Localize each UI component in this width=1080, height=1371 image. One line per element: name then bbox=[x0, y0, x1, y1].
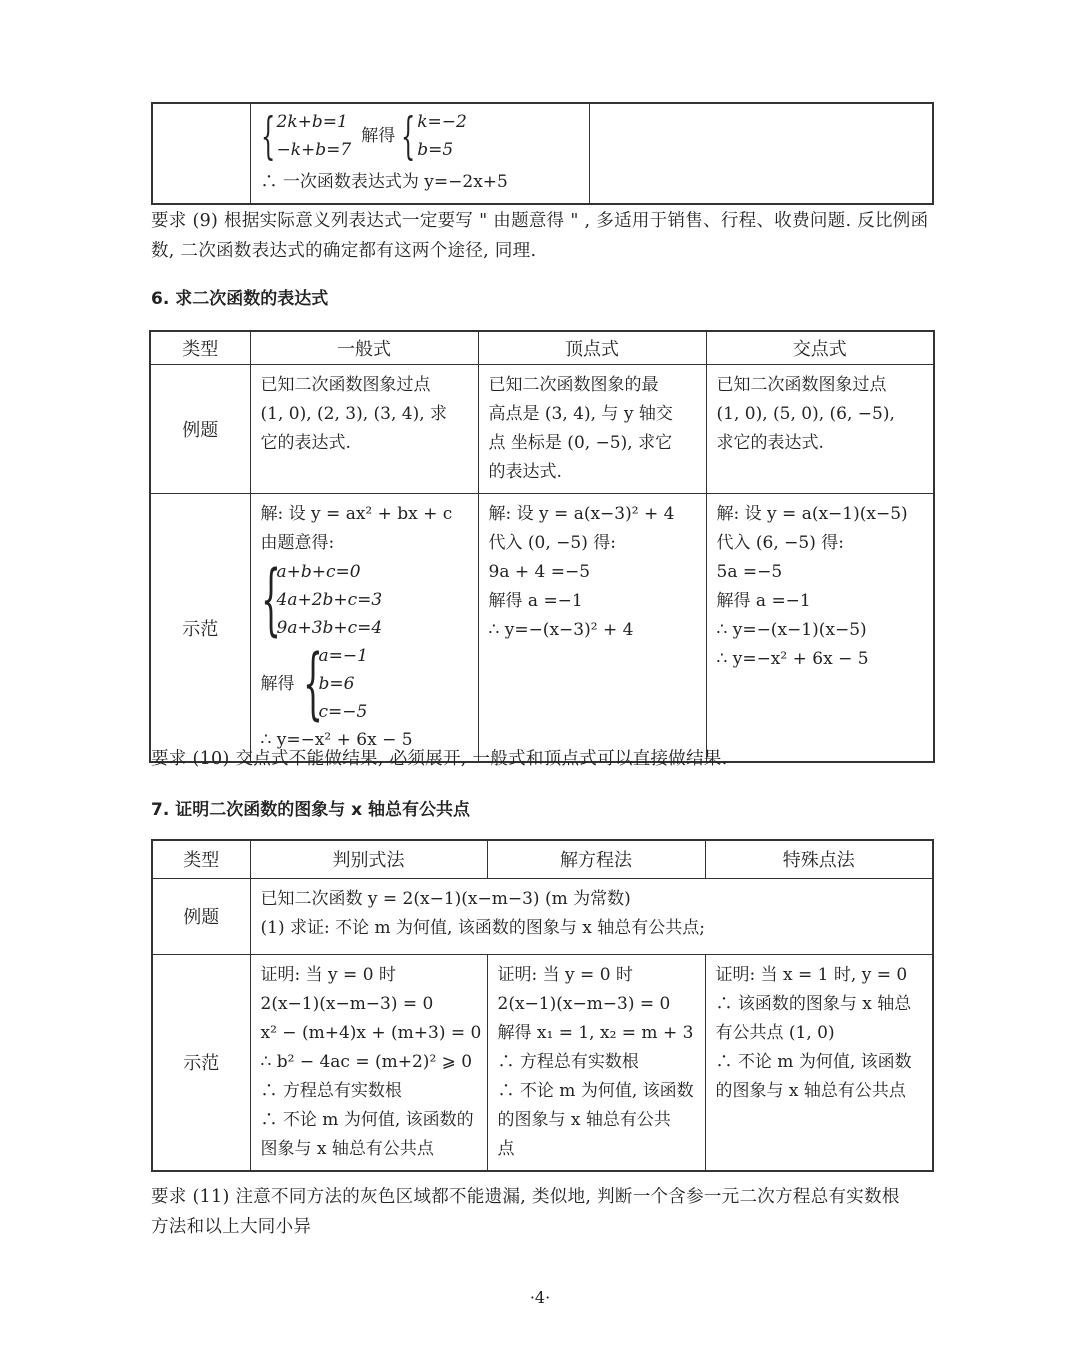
solution-lines bbox=[319, 642, 368, 726]
text-line: 求它的表达式. bbox=[716, 433, 824, 453]
text-line: 的图象与 x 轴总有公共点 bbox=[715, 1080, 906, 1101]
text-line: ∴ y=−(x−1)(x−5) bbox=[716, 620, 867, 640]
text-line: 解: 设 y = ax² + bx + c bbox=[260, 504, 453, 524]
demo-intercept bbox=[706, 494, 934, 763]
text-line: 2(x−1)(x−m−3) = 0 bbox=[497, 993, 671, 1014]
text-line: (1, 0), (2, 3), (3, 4), 求 bbox=[260, 404, 448, 424]
section-7-table bbox=[151, 839, 934, 1172]
brace-icon: { bbox=[260, 555, 281, 645]
note-10: 要求 (10) 交点式不能做结果, 必须展开, 一般式和顶点式可以直接做结果. bbox=[151, 749, 728, 769]
text-line: 的图象与 x 轴总有公共 bbox=[497, 1109, 671, 1130]
equation: k=−2 bbox=[417, 112, 467, 132]
text-line: 的表达式. bbox=[488, 462, 562, 482]
text-line: 点 坐标是 (0, −5), 求它 bbox=[488, 433, 673, 453]
demo-label: 示范 bbox=[152, 954, 250, 1171]
section-6-example-row bbox=[150, 365, 934, 494]
equation: a=−1 bbox=[318, 646, 368, 666]
text-line: ∴ 不论 m 为何值, 该函数的 bbox=[260, 1109, 474, 1130]
text-line: 解得 x₁ = 1, x₂ = m + 3 bbox=[497, 1022, 694, 1043]
solve-word: 解得 bbox=[361, 125, 396, 146]
page-number: ·4· bbox=[529, 1288, 551, 1307]
top-table-right-cell bbox=[589, 103, 933, 204]
text-line: (1, 0), (5, 0), (6, −5), bbox=[716, 404, 895, 424]
text-line: 已知二次函数图象过点 bbox=[716, 375, 887, 395]
text-line: 已知二次函数 y = 2(x−1)(x−m−3) (m 为常数) bbox=[260, 888, 631, 909]
demo-vertex bbox=[478, 494, 706, 763]
header-type: 类型 bbox=[150, 331, 250, 365]
text-line: ∴ b² − 4ac = (m+2)² ⩾ 0 bbox=[260, 1051, 473, 1072]
section-6-header-row bbox=[150, 331, 934, 365]
text-line: 由题意得: bbox=[260, 533, 335, 553]
example-intercept bbox=[706, 365, 934, 494]
text-line: 证明: 当 y = 0 时 bbox=[260, 964, 396, 985]
example-label: 例题 bbox=[150, 365, 250, 494]
section-7-demo-row bbox=[152, 954, 933, 1171]
text-line: x² − (m+4)x + (m+3) = 0 bbox=[260, 1022, 482, 1043]
text-line: ∴ 不论 m 为何值, 该函数 bbox=[497, 1080, 694, 1101]
equation: b=5 bbox=[417, 140, 454, 160]
note-9 bbox=[151, 206, 941, 266]
text-line: 代入 (6, −5) 得: bbox=[716, 533, 844, 553]
example-cell bbox=[250, 878, 933, 954]
text-line: 它的表达式. bbox=[260, 433, 351, 453]
header-vertex-form: 顶点式 bbox=[478, 331, 706, 365]
equation: 4a+2b+c=3 bbox=[276, 590, 383, 610]
text-line: 图象与 x 轴总有公共点 bbox=[260, 1138, 434, 1159]
header-special-point: 特殊点法 bbox=[705, 840, 933, 878]
text-line: ∴ y=−(x−3)² + 4 bbox=[488, 620, 634, 640]
text-line: 9a + 4 =−5 bbox=[488, 562, 591, 582]
demo-label: 示范 bbox=[150, 494, 250, 763]
example-label: 例题 bbox=[152, 878, 250, 954]
section-6-table bbox=[149, 330, 935, 763]
demo-special-point bbox=[705, 954, 933, 1171]
equation: −k+b=7 bbox=[276, 140, 352, 160]
text-line: ∴ 方程总有实数根 bbox=[260, 1080, 402, 1101]
text-line: ∴ y=−x² + 6x − 5 bbox=[716, 649, 869, 669]
top-system-row bbox=[261, 108, 579, 164]
demo-general bbox=[250, 494, 478, 763]
text-line: 5a =−5 bbox=[716, 562, 783, 582]
equation: c=−5 bbox=[318, 702, 368, 722]
text-line: 解得 a =−1 bbox=[488, 591, 583, 611]
header-general-form: 一般式 bbox=[250, 331, 478, 365]
brace-icon: { bbox=[401, 107, 416, 165]
top-table bbox=[151, 102, 934, 205]
text-line: 有公共点 (1, 0) bbox=[715, 1022, 835, 1043]
top-system-right bbox=[417, 108, 467, 164]
general-solution bbox=[260, 639, 468, 729]
text-line: 2(x−1)(x−m−3) = 0 bbox=[260, 993, 434, 1014]
section-6-demo-row bbox=[150, 494, 934, 763]
text-line: 解得 a =−1 bbox=[716, 591, 811, 611]
header-type: 类型 bbox=[152, 840, 250, 878]
text-line: ∴ 不论 m 为何值, 该函数 bbox=[715, 1051, 912, 1072]
text-line: (1) 求证: 不论 m 为何值, 该函数的图象与 x 轴总有公共点; bbox=[260, 917, 705, 938]
demo-solve-equation bbox=[487, 954, 705, 1171]
example-vertex bbox=[478, 365, 706, 494]
note-line: 方法和以上大同小异 bbox=[151, 1217, 312, 1237]
section-7-example-row bbox=[152, 878, 933, 954]
top-table-empty-cell bbox=[152, 103, 250, 204]
equation: 2k+b=1 bbox=[276, 112, 348, 132]
text-line: ∴ 方程总有实数根 bbox=[497, 1051, 639, 1072]
note-line: 数, 二次函数表达式的确定都有这两个途径, 同理. bbox=[151, 241, 537, 261]
text-line: 点 bbox=[497, 1138, 515, 1159]
note-line: 要求 (11) 注意不同方法的灰色区域都不能遗漏, 类似地, 判断一个含参一元二次方程总有实数根 bbox=[151, 1187, 900, 1207]
general-system bbox=[260, 555, 468, 645]
text-line: ∴ 该函数的图象与 x 轴总 bbox=[715, 993, 912, 1014]
brace-icon: { bbox=[302, 639, 323, 729]
text-line: ∴ y=−x² + 6x − 5 bbox=[260, 730, 413, 750]
text-line: 已知二次函数图象过点 bbox=[260, 375, 431, 395]
text-line: 解: 设 y = a(x−1)(x−5) bbox=[716, 504, 908, 524]
text-line: 已知二次函数图象的最 bbox=[488, 375, 659, 395]
system-lines bbox=[277, 558, 383, 642]
text-line: 高点是 (3, 4), 与 y 轴交 bbox=[488, 404, 673, 424]
header-intercept-form: 交点式 bbox=[706, 331, 934, 365]
equation: 9a+3b+c=4 bbox=[276, 618, 383, 638]
top-table-solution-cell bbox=[250, 103, 589, 204]
text-line: 证明: 当 x = 1 时, y = 0 bbox=[715, 964, 908, 985]
text-line: 证明: 当 y = 0 时 bbox=[497, 964, 633, 985]
note-11 bbox=[151, 1182, 941, 1242]
demo-discriminant bbox=[250, 954, 487, 1171]
header-solve-equation: 解方程法 bbox=[487, 840, 705, 878]
solve-word: 解得 bbox=[260, 674, 295, 694]
section-7-heading: 7. 证明二次函数的图象与 x 轴总有公共点 bbox=[151, 800, 471, 820]
header-discriminant: 判别式法 bbox=[250, 840, 487, 878]
note-line: 要求 (9) 根据实际意义列表达式一定要写 " 由题意得 " , 多适用于销售、行程、收费问题. 反比例函 bbox=[151, 211, 929, 231]
top-system-left bbox=[277, 108, 352, 164]
example-general bbox=[250, 365, 478, 494]
text-line: 解: 设 y = a(x−3)² + 4 bbox=[488, 504, 675, 524]
section-6-heading: 6. 求二次函数的表达式 bbox=[151, 289, 329, 309]
equation: a+b+c=0 bbox=[276, 562, 361, 582]
top-conclusion: ∴ 一次函数表达式为 y=−2x+5 bbox=[260, 172, 508, 192]
equation: b=6 bbox=[318, 674, 355, 694]
brace-icon: { bbox=[260, 107, 275, 165]
text-line: 代入 (0, −5) 得: bbox=[488, 533, 616, 553]
section-7-header-row bbox=[152, 840, 933, 878]
